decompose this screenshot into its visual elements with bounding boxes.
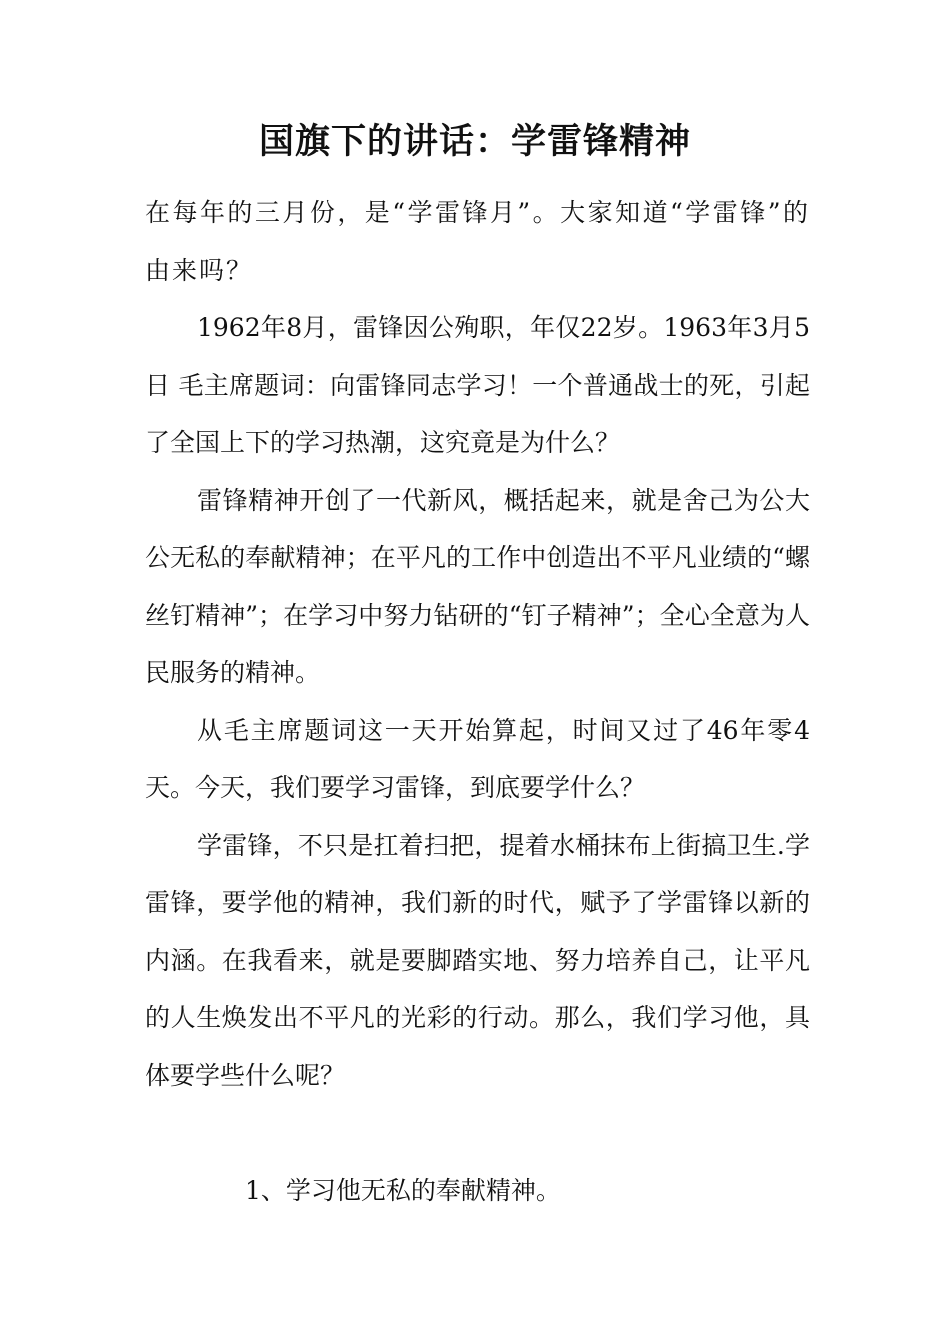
paragraph-question: 从毛主席题词这一天开始算起，时间又过了46年零4天。今天，我们要学习雷锋，到底要学什么？ [145, 715, 810, 802]
paragraph-history: 1962年8月，雷锋因公殉职，年仅22岁。1963年3月5日 毛主席题词：向雷锋同志学习！一个普通战士的死，引起了全国上下的学习热潮，这究竟是为什么？ [145, 313, 810, 457]
paragraph-intro: 在每年的三月份，是“学雷锋月”。大家知道“学雷锋”的由来吗？ [145, 198, 810, 285]
paragraph-meaning: 学雷锋，不只是扛着扫把，提着水桶抹布上街搞卫生.学雷锋，要学他的精神，我们新的时代，赋予了学雷锋以新的内涵。在我看来，就是要脚踏实地、努力培养自己，让平凡的人生焕发出不平凡的光彩的行动。那么，我们学习他，具体要学些什么呢？ [145, 830, 810, 1090]
paragraph-spirit: 雷锋精神开创了一代新风，概括起来，就是舍己为公大公无私的奉献精神；在平凡的工作中创造出不平凡业绩的“螺丝钉精神”；在学习中努力钻研的“钉子精神”；全心全意为人民服务的精神。 [145, 485, 810, 687]
page-title: 国旗下的讲话：学雷锋精神 [258, 122, 691, 162]
list-item: 1、学习他无私的奉献精神。 [245, 1176, 561, 1205]
document-body [145, 184, 810, 1220]
